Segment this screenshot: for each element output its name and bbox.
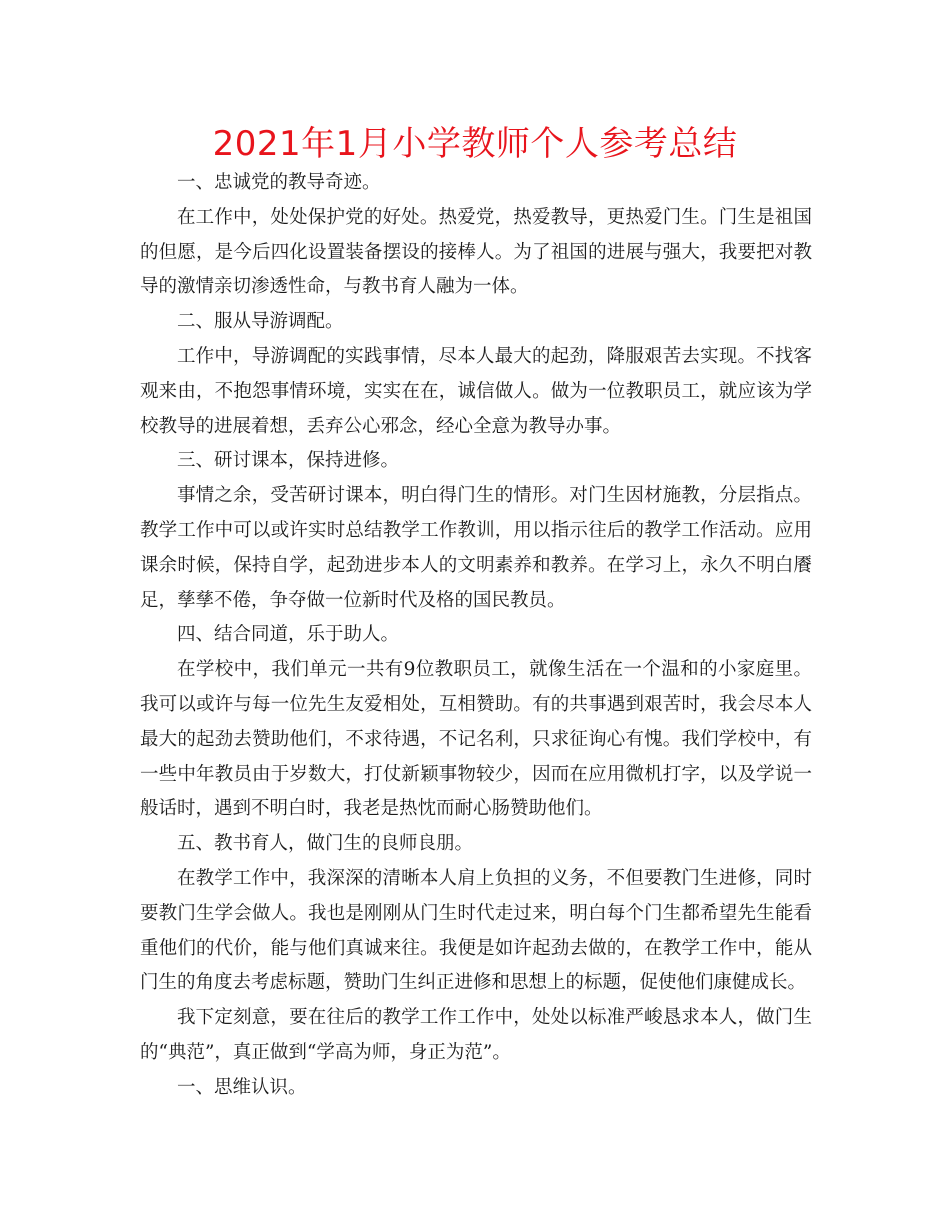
document-title: 2021年1月小学教师个人参考总结: [212, 124, 738, 164]
section-heading: 五、教书育人，做门生的良师良朋。: [177, 833, 474, 855]
paragraph: 在学校中，我们单元一共有9位教职员工，就像生活在一个温和的小家庭里。我可以或许与每一位先生友爱相处，互相赞助。有的共事遇到艰苦时，我会尽本人最大的起劲去赞助他们，不求待遇，不记名利，只求征询心有愧。我们学校中，有一些中年教员由于岁数大，打仗新颖事物较少，因而在应用微机打字，以及学说一般话时，遇到不明白时，我老是热忱而耐心肠赞助他们。: [140, 659, 812, 820]
section-heading: 三、研讨课本，保持进修。: [177, 450, 400, 472]
paragraph: 我下定刻意，要在往后的教学工作工作中，处处以标准严峻恳求本人，做门生的“典范”，真正做到“学高为师，身正为范”。: [140, 1007, 812, 1063]
paragraph: 在工作中，处处保护党的好处。热爱党，热爱教导，更热爱门生。门生是祖国的但愿，是今后四化设置装备摆设的接棒人。为了祖国的进展与强大，我要把对教导的激情亲切渗透性命，与教书育人融为一体。: [140, 206, 812, 298]
section-heading: 二、服从导游调配。: [177, 311, 344, 333]
document-body: [140, 166, 812, 1106]
paragraph: 在教学工作中，我深深的清晰本人肩上负担的义务，不但要教门生进修，同时要教门生学会做人。我也是刚刚从门生时代走过来，明白每个门生都希望先生能看重他们的代价，能与他们真诚来往。我便是如许起劲去做的，在教学工作中，能从门生的角度去考虑标题，赞助门生纠正进修和思想上的标题，促使他们康健成长。: [140, 867, 812, 994]
section-heading: 一、思维认识。: [177, 1076, 307, 1098]
paragraph: 工作中，导游调配的实践事情，尽本人最大的起劲，降服艰苦去实现。不找客观来由，不抱怨事情环境，实实在在，诚信做人。做为一位教职员工，就应该为学校教导的进展着想，丢弃公心邪念，经心全意为教导办事。: [140, 345, 812, 437]
paragraph: 事情之余，受苦研讨课本，明白得门生的情形。对门生因材施教，分层指点。教学工作中可以或许实时总结教学工作教训，用以指示往后的教学工作活动。应用课余时候，保持自学，起劲进步本人的文明素养和教养。在学习上，永久不明白餍足，孳孳不倦，争夺做一位新时代及格的国民教员。: [140, 485, 812, 611]
section-heading: 四、结合同道，乐于助人。: [177, 624, 400, 646]
section-heading: 一、忠诚党的教导奇迹。: [177, 172, 381, 193]
